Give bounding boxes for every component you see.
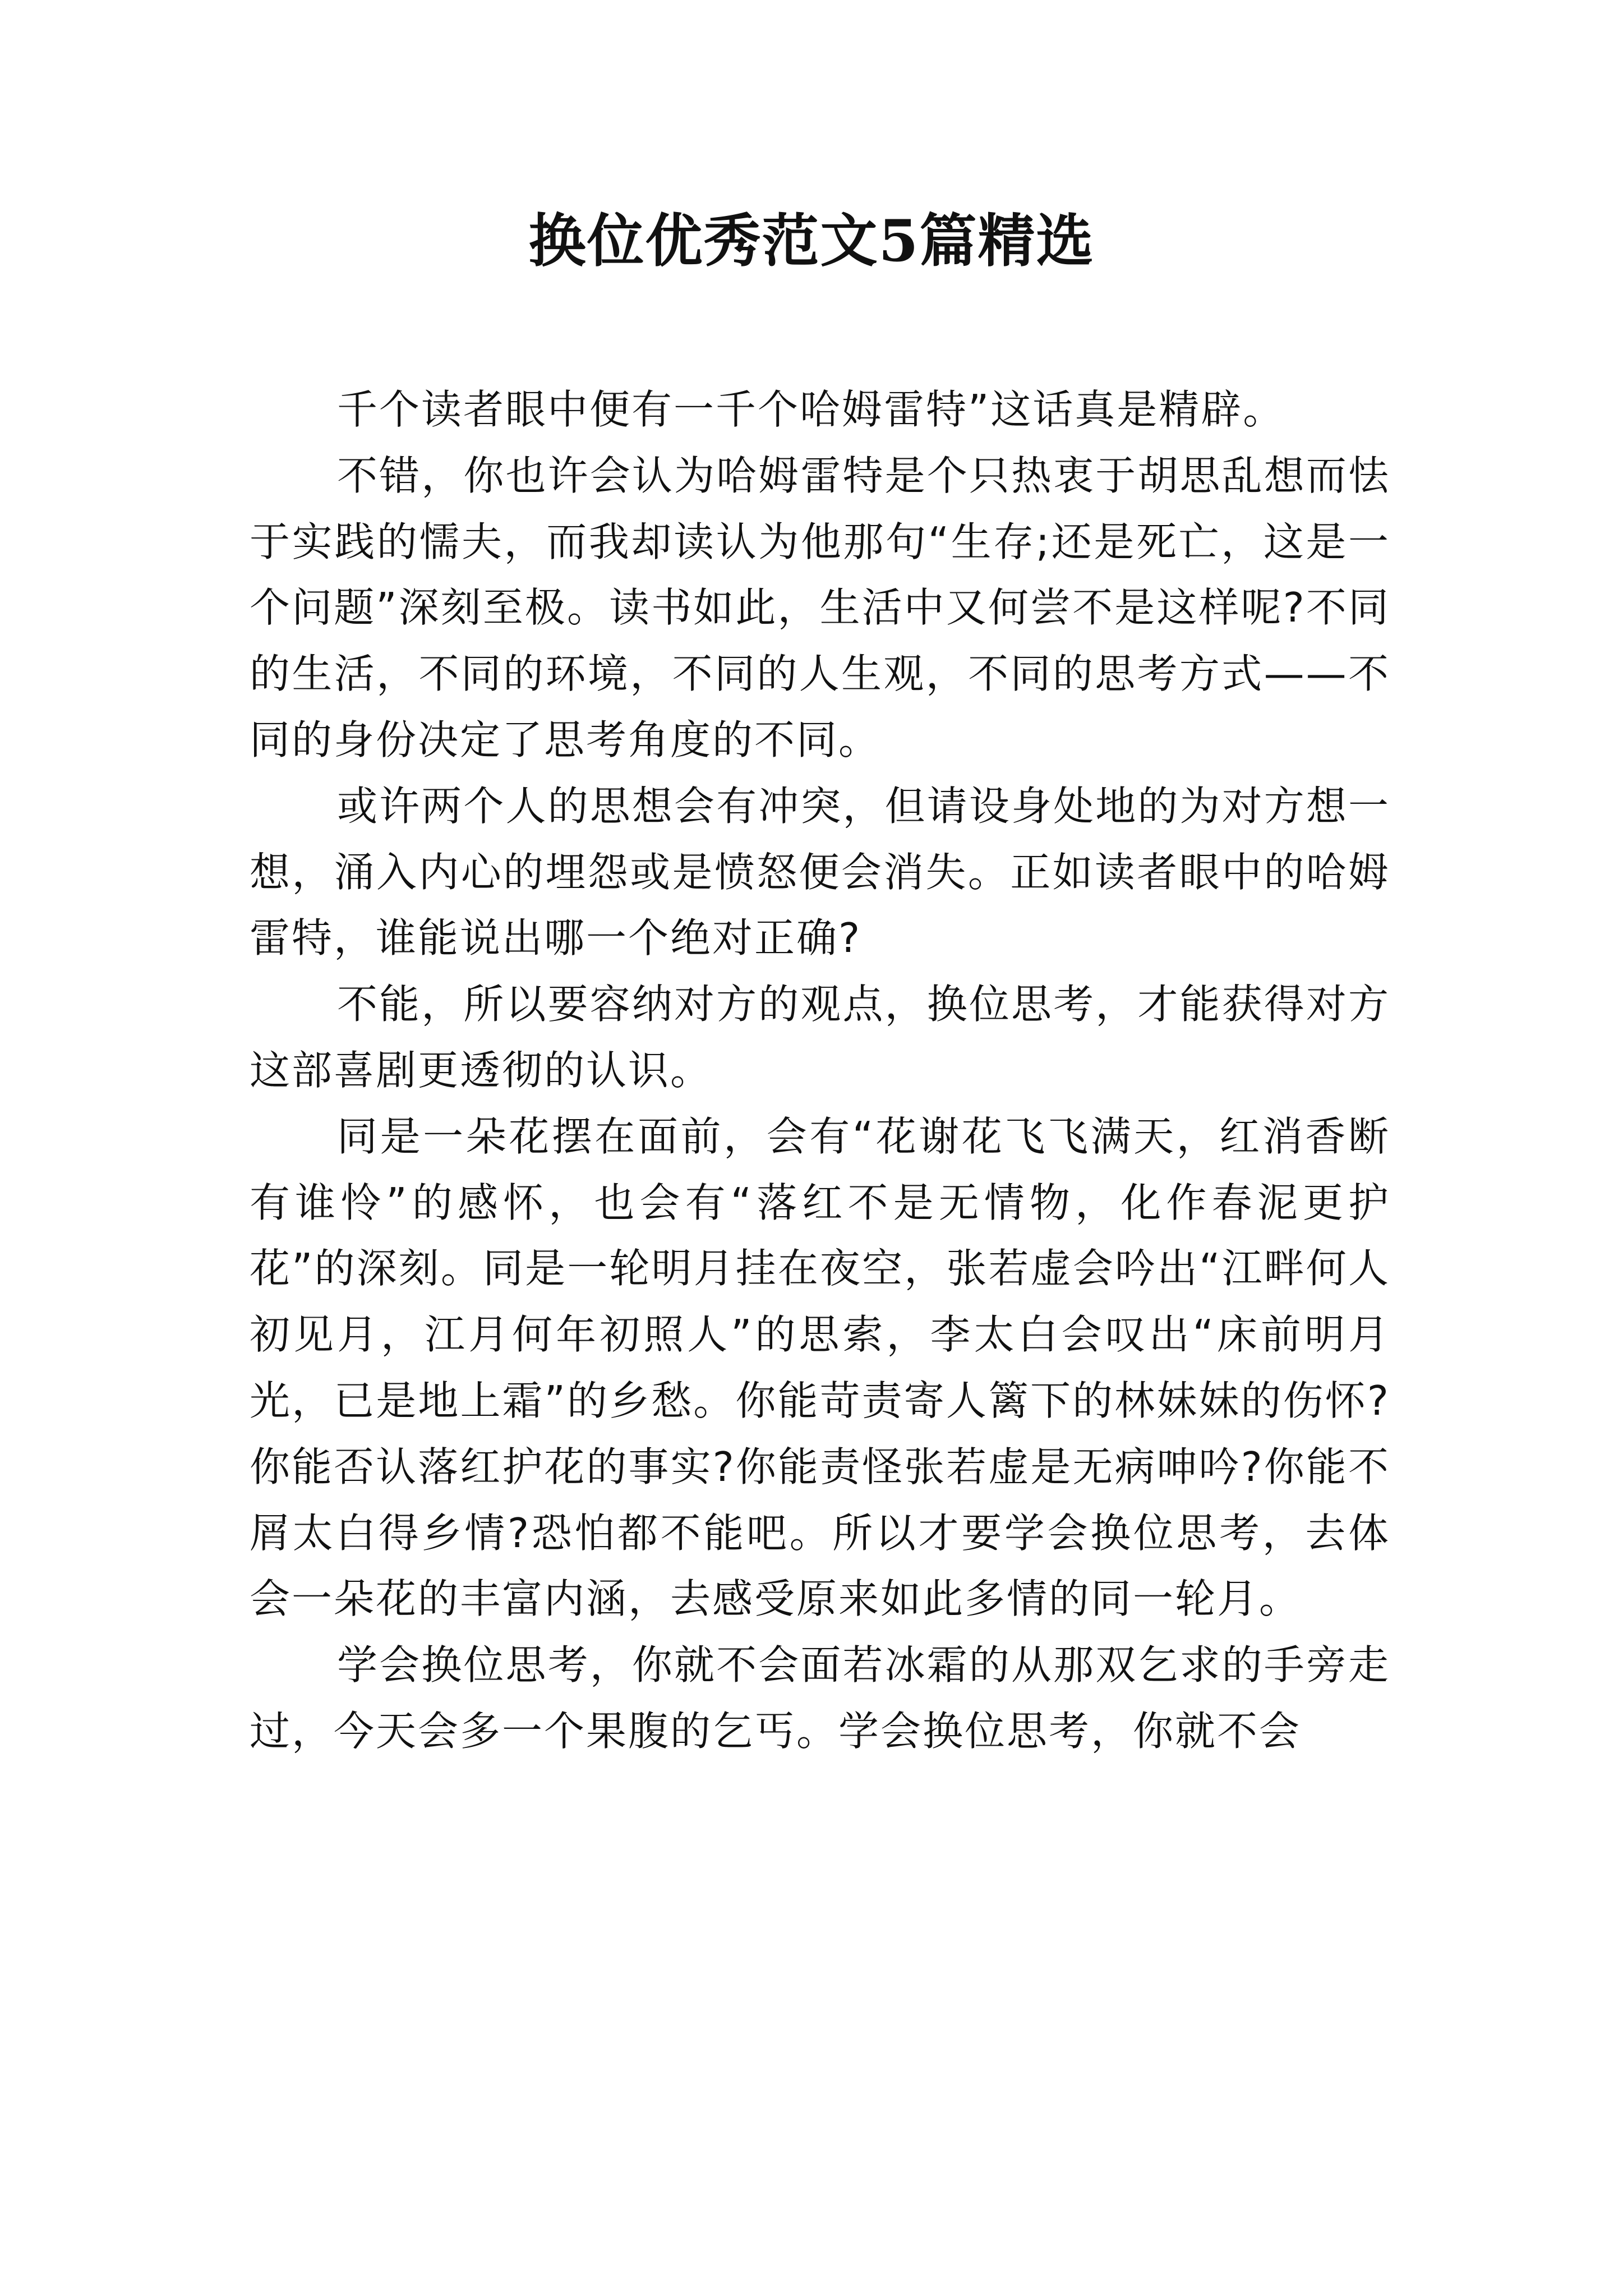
paragraph: 学会换位思考，你就不会面若冰霜的从那双乞求的手旁走过，今天会多一个果腹的乞丐。学会换位思考，你就不会 [250,1641,1390,1755]
paragraph: 不错，你也许会认为哈姆雷特是个只热衷于胡思乱想而怯于实践的懦夫，而我却读认为他那句“生存;还是死亡，这是一个问题”深刻至极。读书如此，生活中又何尝不是这样呢?不同的生活，不同的环境，不同的人生观，不同的思考方式——不同的身份决定了思考角度的不同。 [250,452,1390,763]
paragraph: 或许两个人的思想会有冲突，但请设身处地的为对方想一想，涌入内心的埋怨或是愤怒便会消失。正如读者眼中的哈姆雷特，谁能说出哪一个绝对正确? [250,782,1390,962]
document-body [250,377,1390,1765]
paragraph: 千个读者眼中便有一千个哈姆雷特”这话真是精辟。 [337,386,1285,433]
document-title: 换位优秀范文5篇精选 [528,208,1095,275]
paragraph: 同是一朵花摆在面前，会有“花谢花飞飞满天，红消香断有谁怜”的感怀，也会有“落红不是无情物，化作春泥更护花”的深刻。同是一轮明月挂在夜空，张若虚会吟出“江畔何人初见月，江月何年初照人”的思索，李太白会叹出“床前明月光，已是地上霜”的乡愁。你能苛责寄人篱下的林妹妹的伤怀?你能否认落红护花的事实?你能责怪张若虚是无病呻吟?你能不屑太白得乡情?恐怕都不能吧。所以才要学会换位思考，去体会一朵花的丰富内涵，去感受原来如此多情的同一轮月。 [250,1112,1390,1623]
paragraph: 不能，所以要容纳对方的观点，换位思考，才能获得对方这部喜剧更透彻的认识。 [250,981,1390,1094]
